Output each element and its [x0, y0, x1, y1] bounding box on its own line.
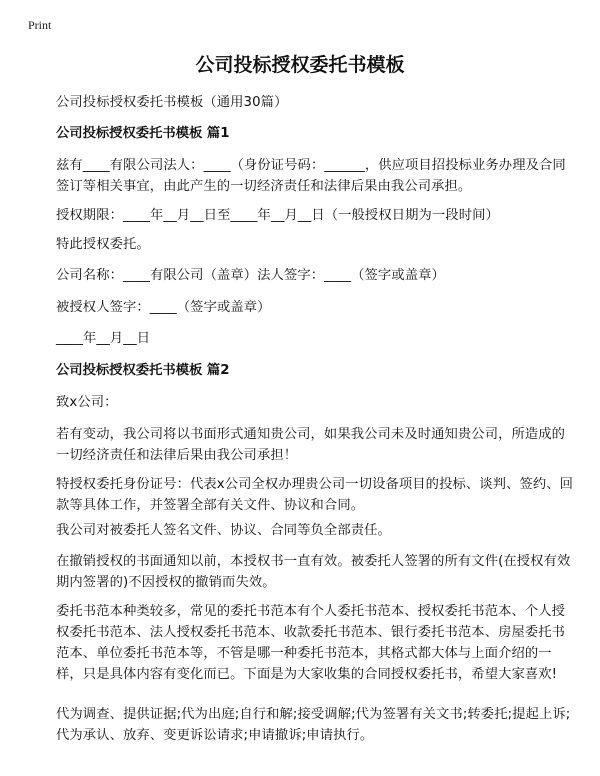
section-2-heading: 公司投标授权委托书模板 篇2 [56, 363, 230, 378]
section-2-paragraph: 我公司对被委托人签名文件、协议、合同等负全部责任。 [56, 523, 391, 538]
section-2-paragraph: 委托书范本种类较多，常见的委托书范本有个人委托书范本、授权委托书范本、个人授权委托书范本、法人授权委托书范本、收款委托书范本、银行委托书范本、房屋委托书范本、单位委托书范本等，不管是哪一种委托书范本，其格式都大体与上面介绍的一样，只是具体内容有变化而已。下面是为大家收集的合同授权委托书，希望大家喜欢! [56, 604, 566, 682]
section-1-paragraph: 授权期限：____年__月__日至____年__月__日（一般授权日期为一段时间） [56, 208, 499, 223]
section-1-heading: 公司投标授权委托书模板 篇1 [56, 126, 230, 141]
section-1-paragraph: 兹有____有限公司法人：____（身份证号码：______，供应项目招投标业务办理及合同签订等相关事宜，由此产生的一切经济责任和法律后果由我公司承担。 [56, 158, 566, 194]
section-2-paragraph: 致x公司： [56, 395, 118, 410]
section-1-paragraph: 特此授权委托。 [56, 237, 150, 252]
document-subtitle: 公司投标授权委托书模板（通用30篇） [56, 95, 288, 110]
section-2-paragraph: 若有变动，我公司将以书面形式通知贵公司，如果我公司未及时通知贵公司，所造成的一切经济责任和法律后果由我公司承担！ [56, 427, 566, 463]
section-2-paragraph: 特授权委托身份证号：代表x公司全权办理贵公司一切设备项目的投标、谈判、签约、回款等具体工作，并签署全部有关文件、协议和合同。 [56, 477, 574, 513]
print-link[interactable]: Print [28, 18, 52, 32]
section-1-paragraph: 公司名称：____有限公司（盖章）法人签字：____（签字或盖章） [56, 268, 445, 283]
section-2-paragraph: 代为调查、提供证据;代为出庭;自行和解;接受调解;代为签署有关文书;转委托;提起上诉;代为承认、放弃、变更诉讼请求;申请撤诉;申请执行。 [56, 707, 571, 743]
section-2-paragraph: 在撤销授权的书面通知以前，本授权书一直有效。被委托人签署的所有文件(在授权有效期内签署的)不因授权的撤销而失效。 [56, 554, 571, 590]
section-1-paragraph: 被授权人签字：____（签字或盖章） [56, 300, 271, 315]
section-1-date: ____年__月__日 [56, 331, 151, 346]
document-title: 公司投标授权委托书模板 [195, 54, 405, 76]
